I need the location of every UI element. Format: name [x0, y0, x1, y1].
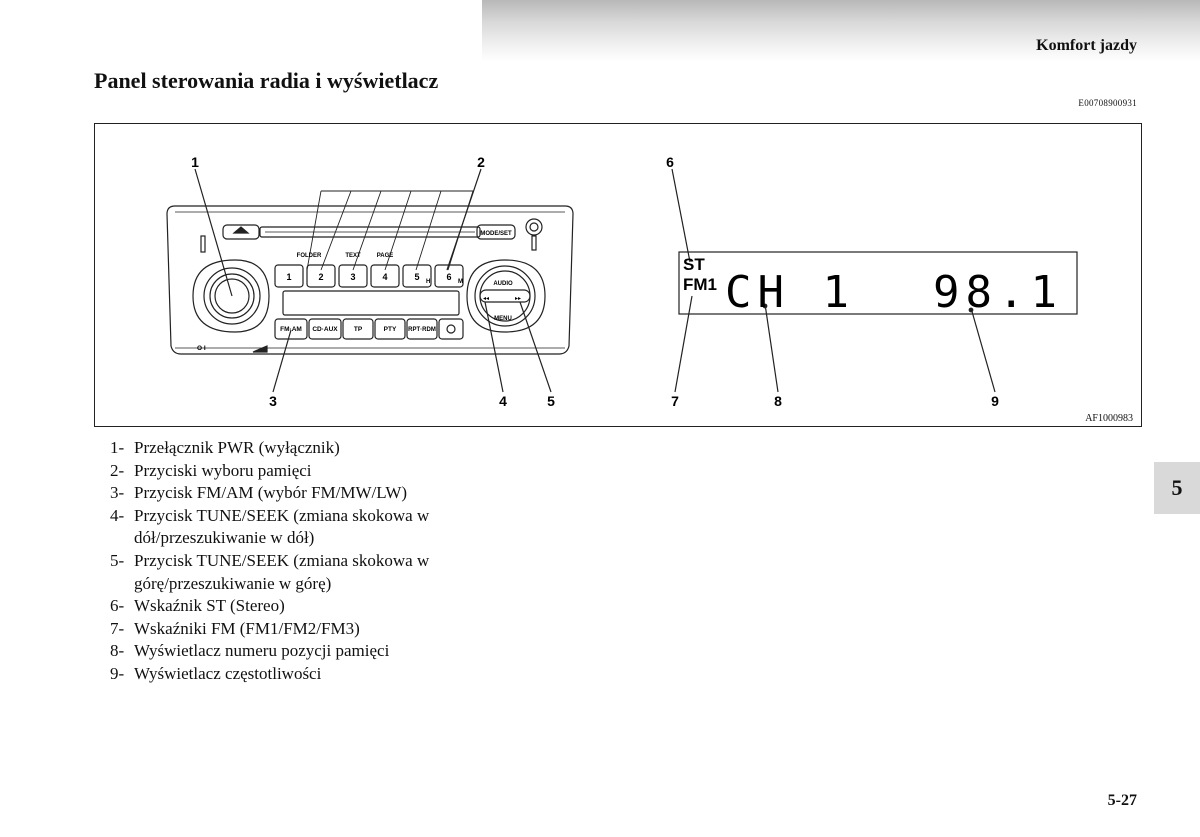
- preset-sub-h: H: [426, 279, 431, 285]
- figure-code: AF1000983: [1085, 413, 1133, 424]
- chapter-tab[interactable]: 5: [1154, 462, 1200, 514]
- preset-label-2: 2: [318, 272, 324, 282]
- legend-list: [110, 437, 474, 686]
- legend-item: 5- Przycisk TUNE/SEEK (zmiana skokowa w górę/przeszukiwanie w górę): [110, 550, 430, 593]
- menu-label: MENU: [494, 316, 512, 322]
- rpt-rdm-label: RPT·RDM: [408, 327, 436, 333]
- text-label: TEXT: [345, 253, 361, 259]
- audio-label: AUDIO: [493, 281, 513, 287]
- clock-button: [439, 319, 463, 339]
- folder-label: FOLDER: [296, 253, 322, 259]
- preset-label-6: 6: [446, 272, 452, 282]
- page-title: Panel sterowania radia i wyświetlacz: [94, 68, 439, 93]
- mode-set-label: MODE/SET: [480, 231, 512, 237]
- lcd-band-indicator: FM1: [683, 275, 717, 294]
- callout-5: 5: [547, 393, 555, 409]
- radio-figure: [94, 123, 1142, 427]
- seek-down-icon: ◂◂: [483, 296, 490, 302]
- callout-2: 2: [477, 154, 485, 170]
- preset-label-1: 1: [286, 272, 292, 282]
- legend-item: 6- Wskaźnik ST (Stereo): [110, 596, 285, 616]
- callout-4: 4: [499, 393, 507, 409]
- lcd-channel: CH 1: [725, 267, 855, 318]
- legend-item: 8- Wyświetlacz numeru pozycji pamięci: [110, 641, 390, 661]
- callout-8: 8: [774, 393, 782, 409]
- radio-center-strip: [283, 291, 459, 315]
- radio-illustration: [95, 124, 1143, 428]
- clock-icon: [447, 325, 455, 333]
- preset-sub-m: M: [458, 279, 463, 285]
- callout-3: 3: [269, 393, 277, 409]
- legend-item: 4- Przycisk TUNE/SEEK (zmiana skokowa w dół/przeszukiwanie w dół): [110, 505, 430, 548]
- callout-6: 6: [666, 154, 674, 170]
- power-mark: O I: [197, 345, 206, 352]
- page-number: 5-27: [1107, 792, 1137, 809]
- page-label: PAGE: [376, 253, 394, 259]
- aux-jack: [526, 219, 542, 235]
- preset-label-5: 5: [414, 272, 420, 282]
- pty-label: PTY: [383, 326, 397, 333]
- section-name: Komfort jazdy: [1036, 37, 1137, 54]
- callout-7: 7: [671, 393, 679, 409]
- legend-item: 2- Przyciski wyboru pamięci: [110, 460, 312, 480]
- fm-am-label: FM·AM: [280, 326, 302, 333]
- preset-label-4: 4: [382, 272, 388, 282]
- lcd-frequency: 98.1: [933, 267, 1063, 318]
- legend-item: 1- Przełącznik PWR (wyłącznik): [110, 438, 340, 457]
- preset-label-3: 3: [350, 272, 356, 282]
- cd-aux-label: CD·AUX: [312, 326, 338, 333]
- legend-item: 9- Wyświetlacz częstotliwości: [110, 663, 322, 683]
- legend-item: 7- Wskaźniki FM (FM1/FM2/FM3): [110, 618, 360, 638]
- seek-up-icon: ▸▸: [515, 296, 522, 302]
- callout-1: 1: [191, 154, 199, 170]
- legend-item: 3- Przycisk FM/AM (wybór FM/MW/LW): [110, 483, 408, 503]
- document-code: E00708900931: [1078, 98, 1137, 108]
- tp-label: TP: [353, 326, 363, 333]
- lcd-st-indicator: ST: [683, 255, 705, 274]
- callout-9: 9: [991, 393, 999, 409]
